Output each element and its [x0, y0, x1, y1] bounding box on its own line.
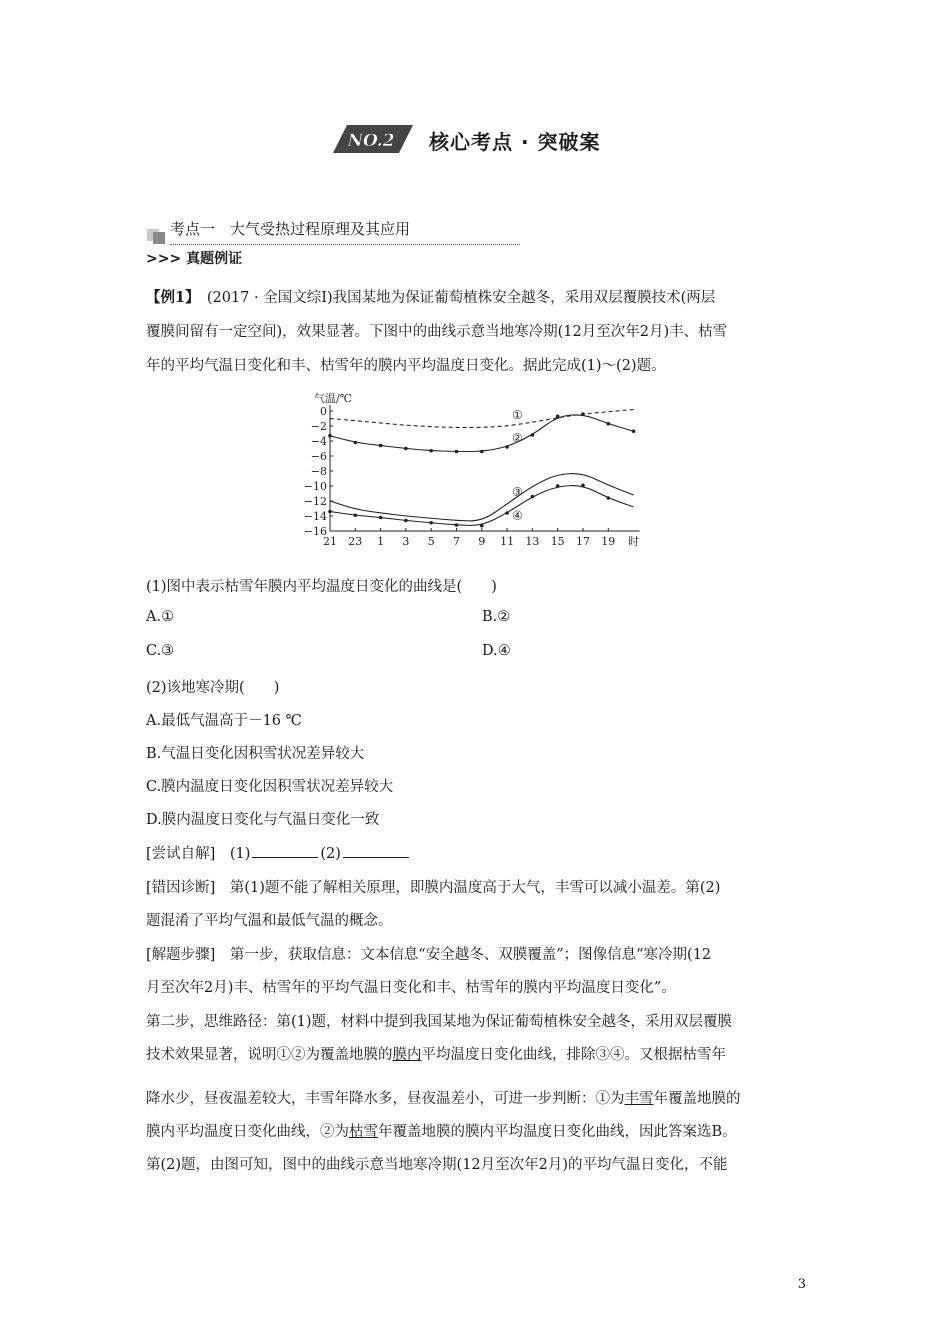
page-title: 核心考点 · 突破案	[429, 130, 601, 154]
series-point-2	[429, 449, 433, 453]
example-intro-line-1: 【例1】 (2017 · 全国文综Ⅰ)我国某地为保证葡萄植株安全越冬，采用双层覆膜技术(两层	[146, 289, 716, 306]
q2-option-b: B.气温日变化因积雪状况差异较大	[146, 746, 365, 762]
series-point-2	[328, 434, 332, 438]
series-line-2	[330, 415, 634, 452]
series-point-2	[581, 412, 585, 416]
series-point-4	[581, 483, 585, 487]
series-point-4	[480, 524, 484, 528]
page-number: 3	[797, 1277, 806, 1292]
temperature-chart	[300, 388, 650, 556]
example-intro-line-3: 年的平均气温日变化和丰、枯雪年的膜内平均温度日变化。据此完成(1)～(2)题。	[146, 358, 666, 374]
series-point-2	[455, 450, 459, 454]
attempt-line: [尝试自解] (1) (2)	[146, 842, 411, 863]
steps-line-3: 第二步，思维路径：第(1)题，材料中提到我国某地为保证葡萄植株安全越冬，采用双层覆膜	[146, 1014, 733, 1030]
section-square-icon	[146, 226, 168, 244]
steps-line-5: 降水少，昼夜温差较大，丰雪年降水多，昼夜温差小，可进一步判断：①为丰雪年覆盖地膜的	[146, 1091, 741, 1107]
x-tick-label: 13	[525, 535, 540, 548]
series-point-4	[531, 495, 535, 499]
q2-stem: (2)该地寒冷期( )	[146, 680, 280, 696]
series-point-2	[480, 450, 484, 454]
x-tick-label: 时	[628, 535, 640, 548]
series-point-4	[328, 510, 332, 514]
example-label: 【例1】	[146, 289, 193, 306]
x-tick-label: 3	[402, 535, 410, 548]
series-point-4	[505, 511, 509, 515]
steps-line-4: 技术效果显著，说明①②为覆盖地膜的膜内平均温度日变化曲线，排除③④。又根据枯雪年	[146, 1047, 726, 1063]
y-tick-label: −2	[310, 420, 327, 433]
y-tick-label: −16	[303, 525, 327, 538]
x-tick-label: 23	[348, 535, 363, 548]
answer-blank-2[interactable]	[343, 843, 409, 858]
q2-option-a: A.最低气温高于－16 ℃	[146, 713, 302, 729]
steps-line-1: [解题步骤] 第一步，获取信息：文本信息“安全越冬、双膜覆盖”；图像信息“寒冷期(12	[146, 947, 712, 963]
y-tick-label: −4	[310, 435, 327, 448]
series-point-2	[607, 422, 611, 426]
y-tick-label: −8	[310, 465, 327, 478]
series-point-2	[505, 445, 509, 449]
series-point-2	[354, 441, 358, 445]
series-point-4	[379, 516, 383, 520]
steps-line-2: 月至次年2月)丰、枯雪年的平均气温日变化和丰、枯雪年的膜内平均温度日变化”。	[146, 980, 676, 996]
series-line-1	[330, 407, 634, 428]
series-point-2	[531, 433, 535, 437]
series-label-4: ④	[512, 508, 523, 523]
example-intro-line-2: 覆膜间留有一定空间)，效果显著。下图中的曲线示意当地寒冷期(12月至次年2月)丰、枯雪	[146, 324, 728, 340]
series-point-4	[354, 513, 358, 517]
y-tick-label: −6	[310, 450, 327, 463]
y-tick-label: 0	[320, 405, 327, 418]
x-tick-label: 15	[550, 535, 565, 548]
diagnosis-line-1: [错因诊断] 第(1)题不能了解相关原理，即膜内温度高于大气，丰雪可以减小温差。第(2)	[146, 880, 721, 896]
chart-svg	[300, 388, 650, 556]
x-tick-label: 7	[453, 535, 460, 548]
y-tick-label: −14	[303, 510, 327, 523]
x-tick-label: 21	[323, 535, 337, 548]
section-heading	[146, 216, 520, 246]
q1-stem: (1)图中表示枯雪年膜内平均温度日变化的曲线是( )	[146, 579, 497, 595]
series-point-4	[455, 523, 459, 527]
x-tick-label: 5	[427, 535, 435, 548]
q1-option-a: A.①	[146, 609, 175, 625]
y-tick-label: −10	[303, 480, 327, 493]
answer-blank-1[interactable]	[252, 843, 318, 858]
q1-option-b: B.②	[482, 609, 511, 625]
badge-text: NO.2	[347, 131, 395, 151]
q2-option-d: D.膜内温度日变化与气温日变化一致	[146, 812, 380, 828]
series-label-2: ②	[512, 431, 523, 445]
series-point-2	[632, 429, 636, 433]
series-point-4	[607, 496, 611, 500]
page-header	[333, 124, 633, 158]
attempt-label: [尝试自解]	[146, 846, 216, 862]
q1-option-d: D.④	[482, 643, 511, 659]
y-tick-label: −12	[303, 495, 327, 508]
series-label-3: ③	[512, 485, 523, 499]
q1-option-c: C.③	[146, 643, 175, 659]
q2-option-c: C.膜内温度日变化因积雪状况差异较大	[146, 779, 394, 795]
y-axis-label: 气温/℃	[314, 392, 353, 405]
x-tick-label: 9	[478, 535, 486, 548]
series-point-4	[429, 521, 433, 525]
diagnosis-line-2: 题混淆了平均气温和最低气温的概念。	[146, 913, 393, 929]
section-number-badge	[333, 124, 413, 154]
x-tick-label: 11	[500, 535, 515, 548]
steps-line-7: 第(2)题，由图可知，图中的曲线示意当地寒冷期(12月至次年2月)的平均气温日变化，不能	[146, 1157, 728, 1173]
section-divider	[170, 244, 520, 245]
subsection-title: >>> 真题例证	[146, 251, 243, 267]
x-tick-label: 19	[601, 535, 616, 548]
series-point-4	[404, 519, 408, 523]
series-label-1: ①	[512, 407, 523, 422]
series-point-2	[379, 444, 383, 448]
series-point-2	[404, 447, 408, 451]
x-tick-label: 17	[576, 535, 590, 548]
section-title: 考点一 大气受热过程原理及其应用	[170, 220, 411, 238]
x-tick-label: 1	[377, 535, 385, 548]
series-point-4	[556, 484, 560, 488]
series-line-3	[330, 474, 634, 521]
series-point-2	[556, 414, 560, 418]
steps-line-6: 膜内平均温度日变化曲线，②为枯雪年覆盖地膜的膜内平均温度日变化曲线，因此答案选B。	[146, 1124, 737, 1140]
